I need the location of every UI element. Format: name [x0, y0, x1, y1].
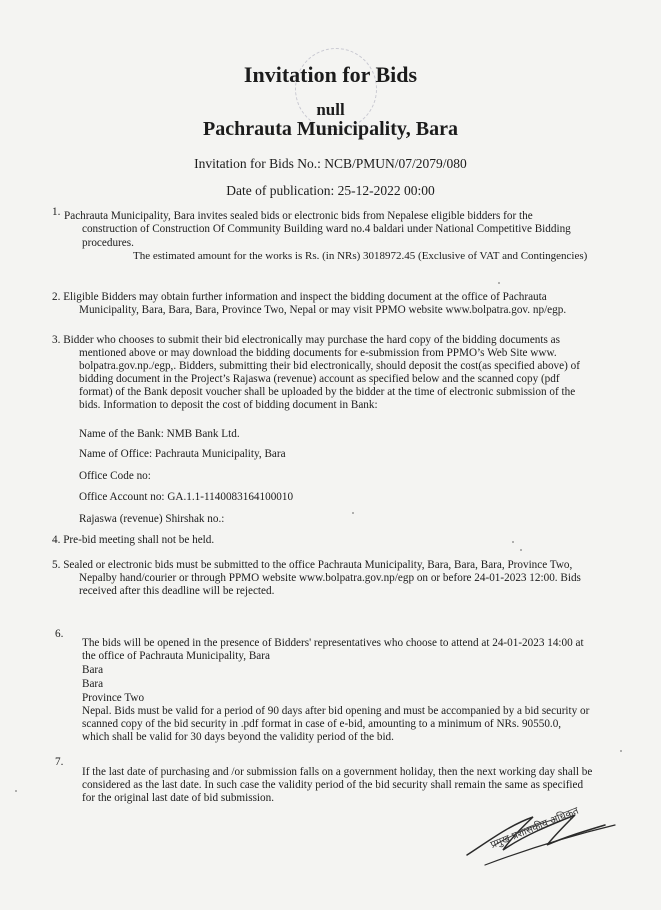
- speckle: [15, 790, 17, 792]
- speckle: [512, 541, 514, 543]
- document-subtitle: null: [316, 100, 345, 119]
- clause-1-number: 1.: [52, 206, 61, 218]
- clause-6-number: 6.: [55, 628, 64, 640]
- clause-3-line: 3. Bidder who chooses to submit their bid electronically may purchase the hard copy of the bidding documents as: [52, 334, 560, 346]
- clause-6-line: Nepal. Bids must be valid for a period of 90 days after bid opening and must be accompanied by a bid security or: [82, 705, 590, 717]
- clause-5-line: Nepalby hand/courier or through PPMO website www.bolpatra.gov.np/egp on or before 24-01-2023 12:00. Bids: [79, 572, 581, 584]
- clause-3-line: bidding document in the Project’s Rajaswa (revenue) account as specified below and the scanned copy (pdf: [79, 373, 560, 385]
- speckle: [352, 512, 354, 514]
- clause-6-line: scanned copy of the bid security in .pdf format in case of e-bid, amounting to a minimum of NRs. 90550.0,: [82, 718, 562, 730]
- office-code: Office Code no:: [79, 470, 151, 482]
- clause-7-line: for the original last date of bid submission.: [82, 792, 275, 804]
- designation-stamp-text: प्रमुख प्रशासकीय अधिकृत: [489, 805, 581, 851]
- clause-4: 4. Pre-bid meeting shall not be held.: [52, 534, 215, 546]
- office-name: Name of Office: Pachrauta Municipality, Bara: [79, 448, 286, 460]
- clause-6-line: Bara: [82, 664, 104, 676]
- speckle: [520, 549, 522, 551]
- clause-7-line: If the last date of purchasing and /or submission falls on a government holiday, then the next working day shall be: [82, 766, 593, 778]
- clause-2-line: Municipality, Bara, Bara, Bara, Province Two, Nepal or may visit PPMO website www.bolpatra.gov. np/egp.: [79, 304, 567, 316]
- rajaswa-shirshak: Rajaswa (revenue) Shirshak no.:: [79, 513, 225, 525]
- speckle: [498, 282, 500, 284]
- clause-7-line: considered as the last date. In such case the validity period of the bid security shall remain the same as specified: [82, 779, 584, 791]
- clause-3-line: mentioned above or may download the bidding documents for e-submission from PPMO’s Web Site www.: [79, 347, 557, 359]
- publication-date: Date of publication: 25-12-2022 00:00: [226, 183, 435, 198]
- clause-6-line: Province Two: [82, 692, 145, 704]
- document-title: Invitation for Bids: [243, 62, 418, 87]
- ifb-number: Invitation for Bids No.: NCB/PMUN/07/2079/080: [194, 156, 467, 171]
- clause-1-line: construction of Construction Of Community Building ward no.4 baldari under National Competitive Bidding: [82, 223, 571, 235]
- clause-6-line: which shall be valid for 30 days beyond the validity period of the bid.: [82, 731, 394, 743]
- speckle: [620, 750, 622, 752]
- clause-6-line: Bara: [82, 678, 104, 690]
- clause-5-line: received after this deadline will be rejected.: [79, 585, 275, 597]
- clause-1-estimated-amount: The estimated amount for the works is Rs. (in NRs) 3018972.45 (Exclusive of VAT and Contingencies): [133, 250, 588, 262]
- clause-3-line: bids. Information to deposit the cost of bidding document in Bank:: [79, 399, 378, 411]
- clause-5-line: 5. Sealed or electronic bids must be submitted to the office Pachrauta Municipality, Bara, Bara, Bara, Province Two,: [52, 559, 573, 571]
- clause-6-line: The bids will be opened in the presence of Bidders' representatives who choose to attend at 24-01-2023 14:00 at: [82, 637, 584, 649]
- office-account: Office Account no: GA.1.1-1140083164100010: [79, 491, 294, 503]
- clause-6-line: the office of Pachrauta Municipality, Bara: [82, 650, 270, 662]
- clause-7-number: 7.: [55, 756, 64, 768]
- organization-name: Pachrauta Municipality, Bara: [203, 118, 458, 140]
- clause-3-line: format) of the Bank deposit voucher shall be uploaded by the bidder at the time of electronic submission of the: [79, 386, 576, 398]
- bank-name: Name of the Bank: NMB Bank Ltd.: [79, 428, 240, 440]
- clause-1-line: Pachrauta Municipality, Bara invites sealed bids or electronic bids from Nepalese eligible bidders for the: [64, 210, 533, 222]
- handwritten-signature: [455, 795, 625, 880]
- clause-1-line: procedures.: [82, 237, 134, 249]
- clause-3-line: bolpatra.gov.np./egp,. Bidders, submitting their bid electronically, should deposit the cost(as specified above) of: [79, 360, 580, 372]
- clause-2-line: 2. Eligible Bidders may obtain further information and inspect the bidding document at the office of Pachrauta: [52, 291, 547, 303]
